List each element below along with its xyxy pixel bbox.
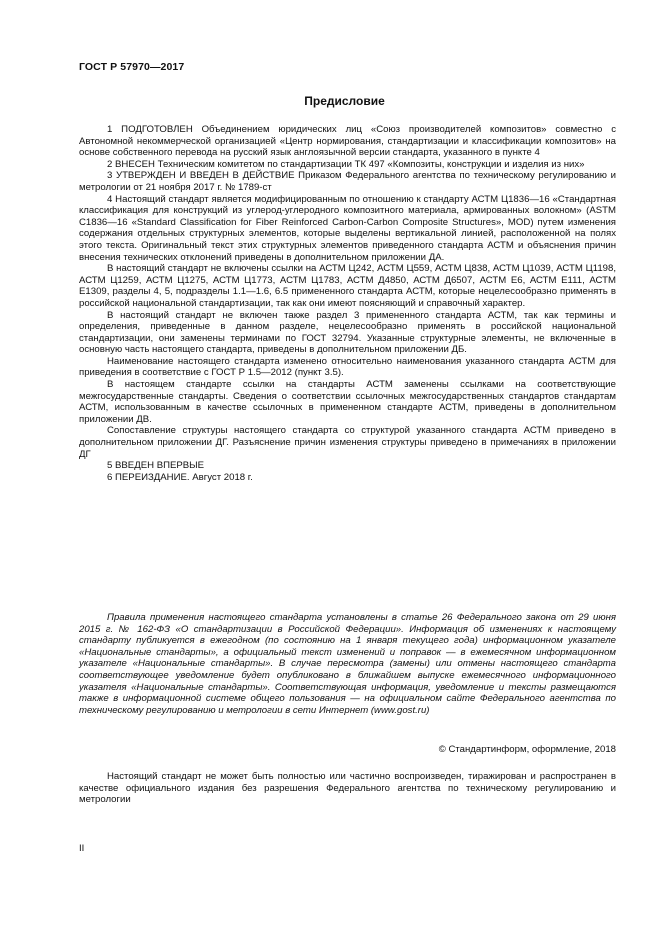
copyright-line: © Стандартинформ, оформление, 2018 [438, 744, 616, 755]
paragraph-4: 4 Настоящий стандарт является модифицированным по отношению к стандарту АСТМ Ц1836—16 «Стандартная классификация для конструкций из углерод-углеродного композитного материала, армированных волокном» (ASTM C1836—16 «Standard Classification for Fiber Reinforced Carbon-Carbon Composite Structures», MOD) путем изменения содержания отдельных структурных элементов, которые выделены вертикальной линией, расположенной на полях этого текста. Оригинальный текст этих структурных элементов приведенного стандарта АСТМ и объяснения причин внесения технических отклонений приведены в дополнительном приложении ДА. [79, 193, 616, 263]
paragraph-8: В настоящем стандарте ссылки на стандарты АСТМ заменены ссылками на соответствующие межгосударственные стандарты. Сведения о соответствии ссылочных межгосударственных стандартов стандартам АСТМ, использованным в качестве ссылочных в примененном стандарте АСТМ, приведены в дополнительном приложении ДВ. [79, 379, 616, 425]
usage-note-text: Правила применения настоящего стандарта установлены в статье 26 Федерального закона от 29 июня 2015 г. № 162-ФЗ «О стандартизации в Российской Федерации». Информация об изменениях к настоящему стандарту публикуется в ежегодном (по состоянию на 1 января текущего года) информационном указателе «Национальные стандарты», а официальный текст изменений и поправок — в ежемесячном информационном указателе «Национальные стандарты». В случае пересмотра (замены) или отмены настоящего стандарта соответствующее уведомление будет опубликовано в ближайшем выпуске ежемесячного информационного указателя «Национальные стандарты». Соответствующая информация, уведомление и тексты размещаются также в информационной системе общего пользования — на официальном сайте Федерального агентства по техническому регулированию и метрологии в сети Интернет (www.gost.ru) [79, 612, 616, 716]
paragraph-2: 2 ВНЕСЕН Техническим комитетом по стандартизации ТК 497 «Композиты, конструкции и изделия из них» [107, 158, 585, 170]
section-title: Предисловие [304, 94, 385, 108]
paragraph-7: Наименование настоящего стандарта изменено относительно наименования указанного стандарта АСТМ для приведения в соответствие с ГОСТ Р 1.5—2012 (пункт 3.5). [79, 355, 616, 379]
document-header: ГОСТ Р 57970—2017 [79, 61, 185, 73]
legal-notice [79, 771, 616, 806]
page-number: II [79, 843, 85, 854]
legal-notice-text: Настоящий стандарт не может быть полностью или частично воспроизведен, тиражирован и распространен в качестве официального издания без разрешения Федерального агентства по техническому регулированию и метрологии [79, 771, 616, 806]
paragraph-6: В настоящий стандарт не включен также раздел 3 примененного стандарта АСТМ, так как термины и определения, приведенные в данном разделе, нецелесообразно применять в российской национальной стандартизации, они заменены терминами по ГОСТ 32794. Указанные структурные элементы, не включенные в основную часть настоящего стандарта, приведены в дополнительном приложении ДБ. [79, 309, 616, 356]
paragraph-3: 3 УТВЕРЖДЕН И ВВЕДЕН В ДЕЙСТВИЕ Приказом Федерального агентства по техническому регулированию и метрологии от 21 ноября 2017 г. № 1789-ст [79, 170, 616, 193]
paragraph-1: 1 ПОДГОТОВЛЕН Объединением юридических лиц «Союз производителей композитов» совместно с Автономной некоммерческой организацией «Центр нормирования, стандартизации и классификации композитов» на основе собственного перевода на русский язык англоязычной версии стандарта, указанного в пункте 4 [79, 124, 616, 159]
foreword-body [79, 124, 616, 483]
paragraph-5: В настоящий стандарт не включены ссылки на АСТМ Ц242, АСТМ Ц559, АСТМ Ц838, АСТМ Ц1039, АСТМ Ц1198, АСТМ Ц1259, АСТМ Ц1275, АСТМ Ц1773, АСТМ Ц1783, АСТМ Д4850, АСТМ Д6507, АСТМ Е6, АСТМ Е111, АСТМ Е1309, разделы 4, 5, подразделы 1.1—1.6, 6.5 примененного стандарта АСТМ, которые нецелесообразно применять в российской национальной стандартизации, так как они имеют поясняющий и справочный характер. [79, 263, 616, 309]
paragraph-11: 6 ПЕРЕИЗДАНИЕ. Август 2018 г. [107, 471, 253, 483]
usage-note [79, 612, 616, 716]
paragraph-9: Сопоставление структуры настоящего стандарта со структурой указанного стандарта АСТМ приведено в дополнительном приложении ДГ. Разъяснение причин изменения структуры приведено в примечаниях в приложении ДГ [79, 425, 616, 460]
paragraph-10: 5 ВВЕДЕН ВПЕРВЫЕ [107, 460, 205, 472]
